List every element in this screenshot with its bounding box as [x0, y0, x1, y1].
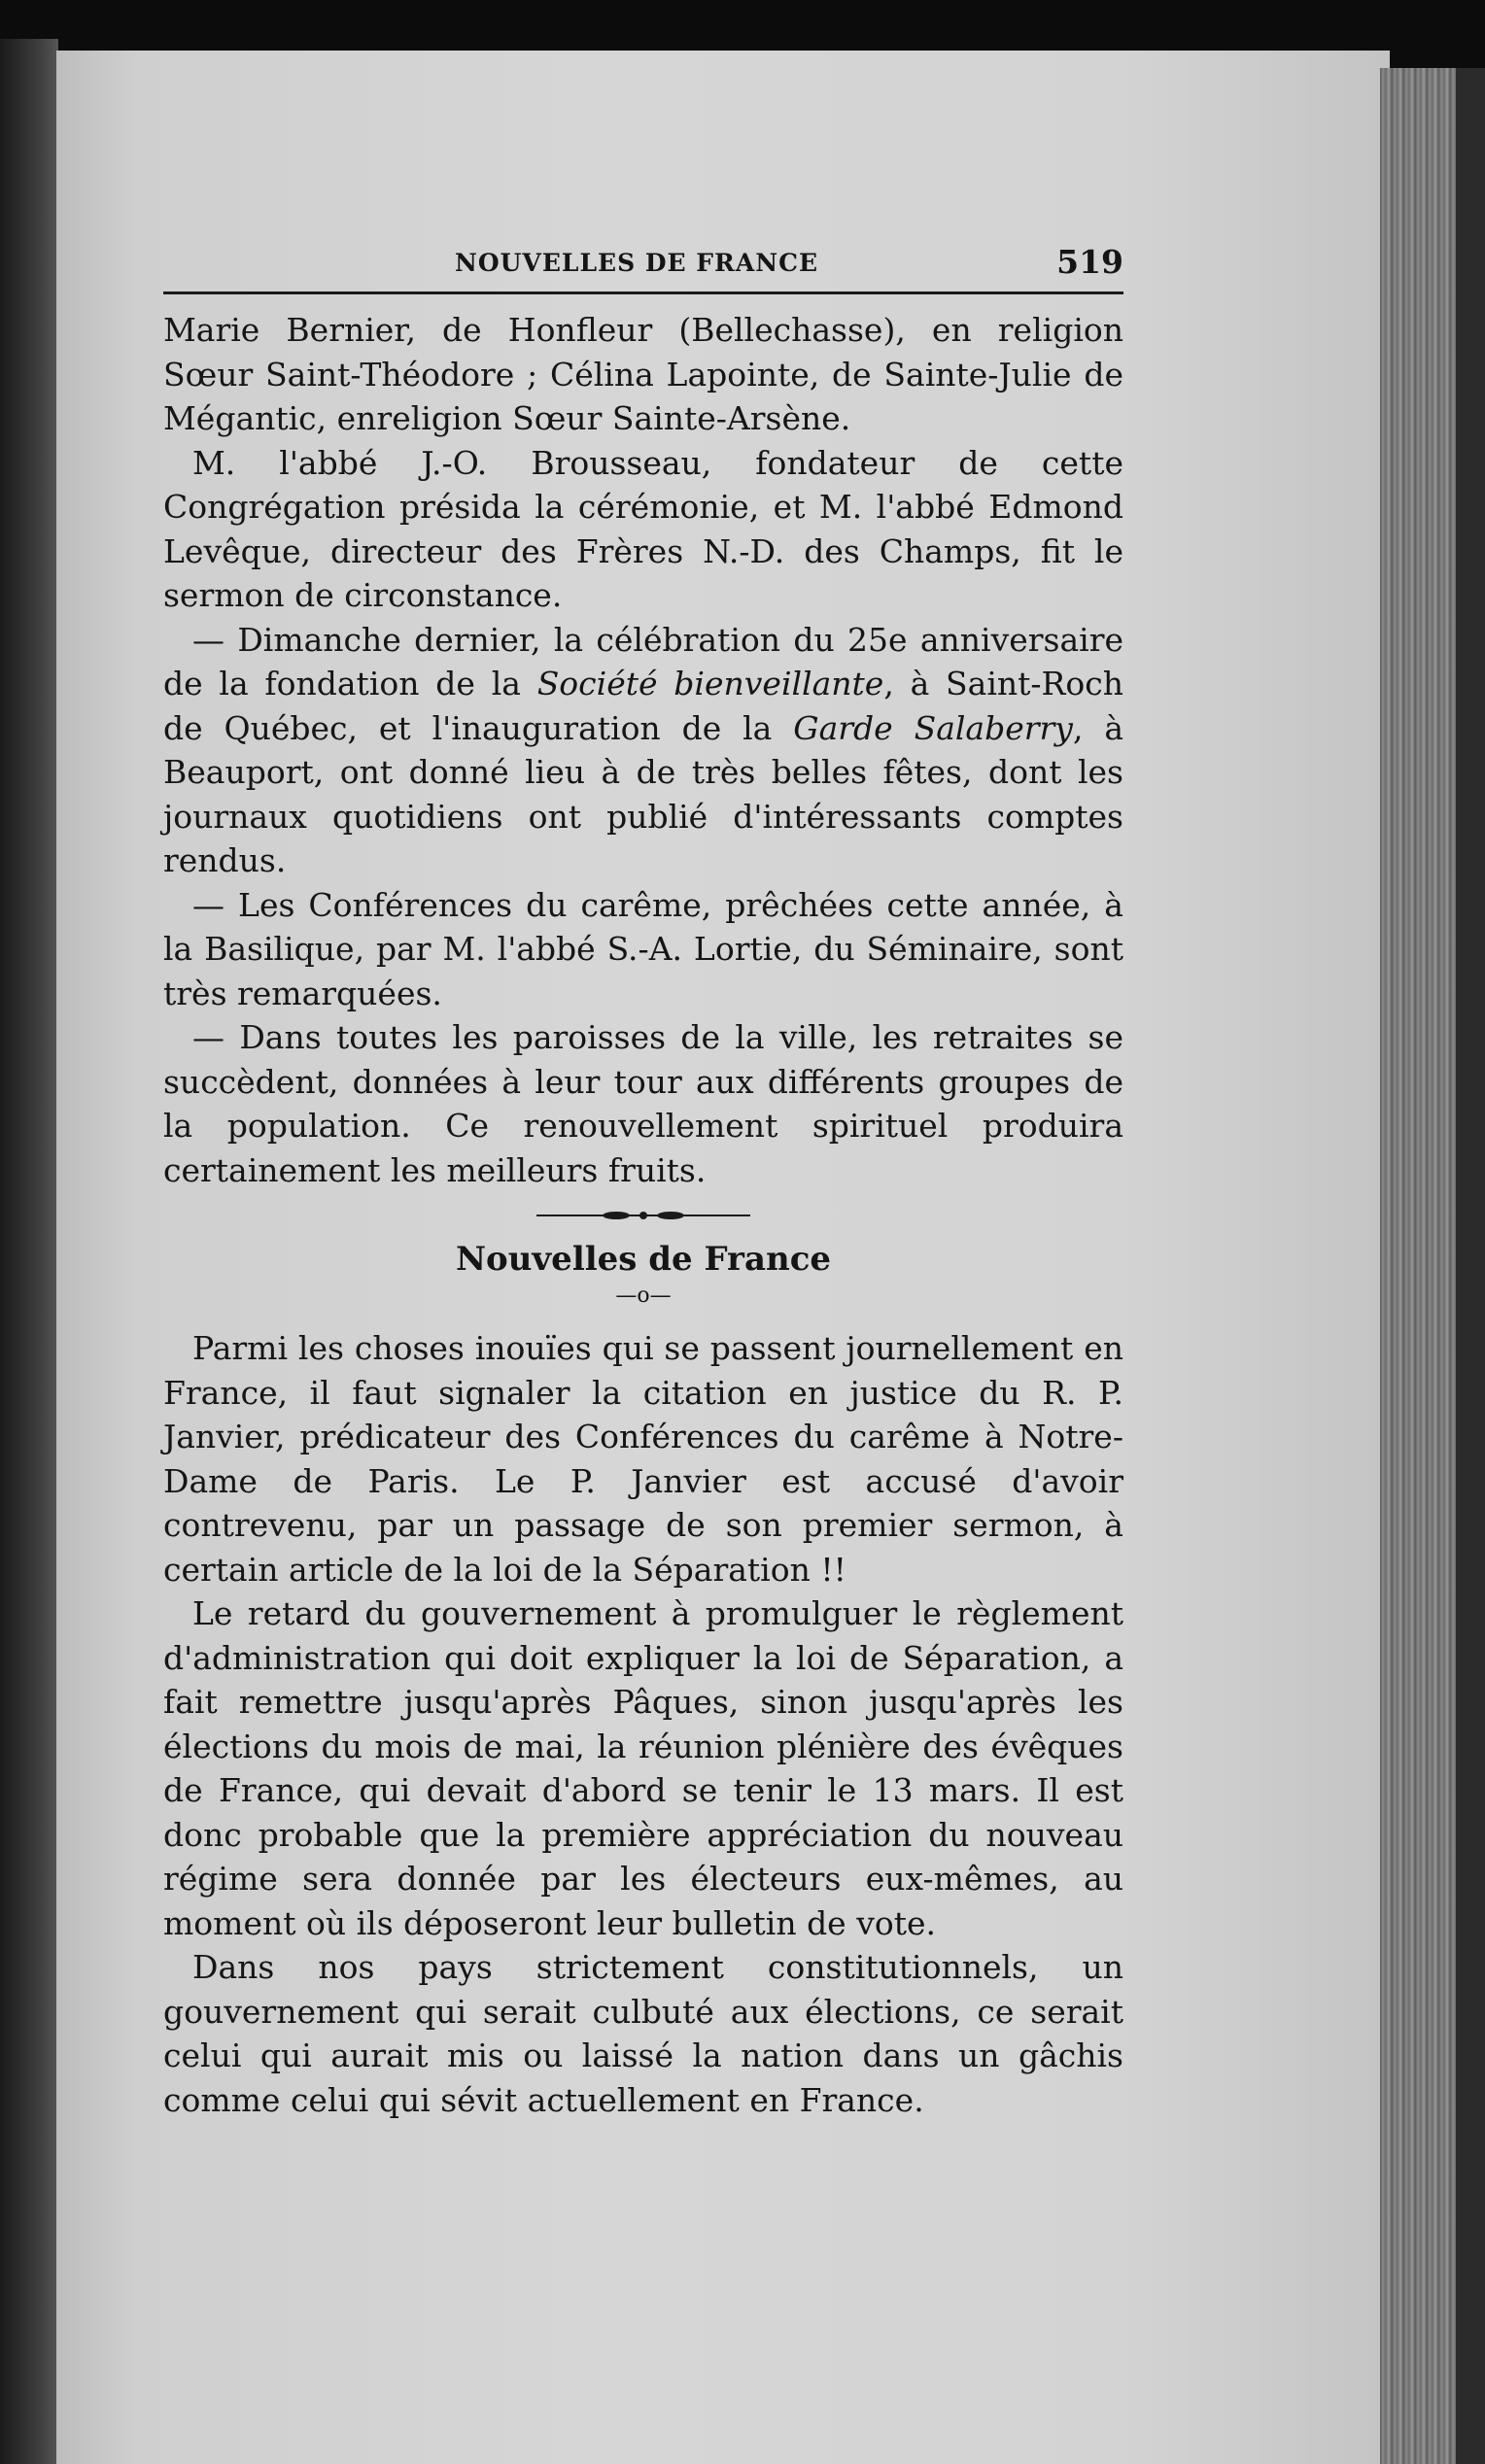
facing-page-edge: [0, 39, 58, 2464]
society-name: Société bienveillante: [536, 665, 884, 702]
paragraph-janvier: Parmi les choses inouïes qui se passent journellement en France, il faut signaler la citation en justice du R. P. Janvier, prédicateur des Conférences du carême à Notre-Dame de Paris. Le P. Janvier est accusé d'avoir contrevenu, par un passage de son premier sermon, à certain article de la loi de la Séparation !!: [163, 1329, 1123, 1589]
paragraph-continuation: Marie Bernier, de Honfleur (Bellechasse), en religion Sœur Saint-Théodore ; Célina Lapointe, de Sainte-Julie de Mégantic, enreligion Sœur Sainte-Arsène.: [163, 311, 1123, 437]
section-title: Nouvelles de France: [455, 1240, 832, 1279]
paragraph-anniversary-end: , à Beauport, ont donné lieu à de très belles fêtes, dont les journaux quotidiens ont publié d'intéressants comptes rendus.: [163, 708, 1124, 879]
page-stack-edges: [1380, 68, 1485, 2464]
section-separator: —o—: [615, 1283, 672, 1308]
paragraph-ceremony: M. l'abbé J.-O. Brousseau, fondateur de cette Congrégation présida la cérémonie, et M. l'abbé Edmond Levêque, directeur des Frères N.-D. des Champs, fit le sermon de circonstance.: [163, 443, 1123, 614]
page-text-block: [163, 243, 1123, 2122]
paragraph-separation-law: Le retard du gouvernement à promulguer le règlement d'administration qui doit expliquer la loi de Séparation, a fait remettre jusqu'après Pâques, sinon jusqu'après les élections du mois de mai, la réunion plénière des évêques de France, qui devait d'abord se tenir le 13 mars. Il est donc probable que la première appréciation du nouveau régime sera donnée par les électeurs eux-mêmes, au moment où ils déposeront leur bulletin de vote.: [163, 1594, 1123, 1942]
running-head: NOUVELLES DE FRANCE: [455, 249, 819, 277]
paragraph-anniversary: [163, 618, 1123, 883]
ornamental-divider: [536, 1204, 750, 1227]
paragraph-retreats: — Dans toutes les paroisses de la ville, les retraites se succèdent, données à leur tour aux différents groupes de la population. Ce renouvellement spirituel produira certainement les meilleurs fruits.: [163, 1018, 1123, 1189]
paragraph-anniversary-mid: , à Saint-Roch de Québec, et l'inauguration de la: [163, 665, 1123, 747]
paragraph-anniversary-start: — Dimanche dernier, la célébration du 25e anniversaire de la fondation de la: [163, 620, 1123, 702]
paragraph-conferences: — Les Conférences du carême, prêchées cette année, à la Basilique, par M. l'abbé S.-A. Lortie, du Séminaire, sont très remarquées.: [163, 885, 1123, 1012]
page-header: [163, 243, 1123, 294]
guard-name: Garde Salaberry: [793, 708, 1073, 747]
paragraph-constitutional: Dans nos pays strictement constitutionnels, un gouvernement qui serait culbuté aux élections, ce serait celui qui aurait mis ou laissé la nation dans un gâchis comme celui qui sévit actuellement en France.: [163, 1948, 1123, 2119]
page-number: 519: [1056, 243, 1123, 281]
